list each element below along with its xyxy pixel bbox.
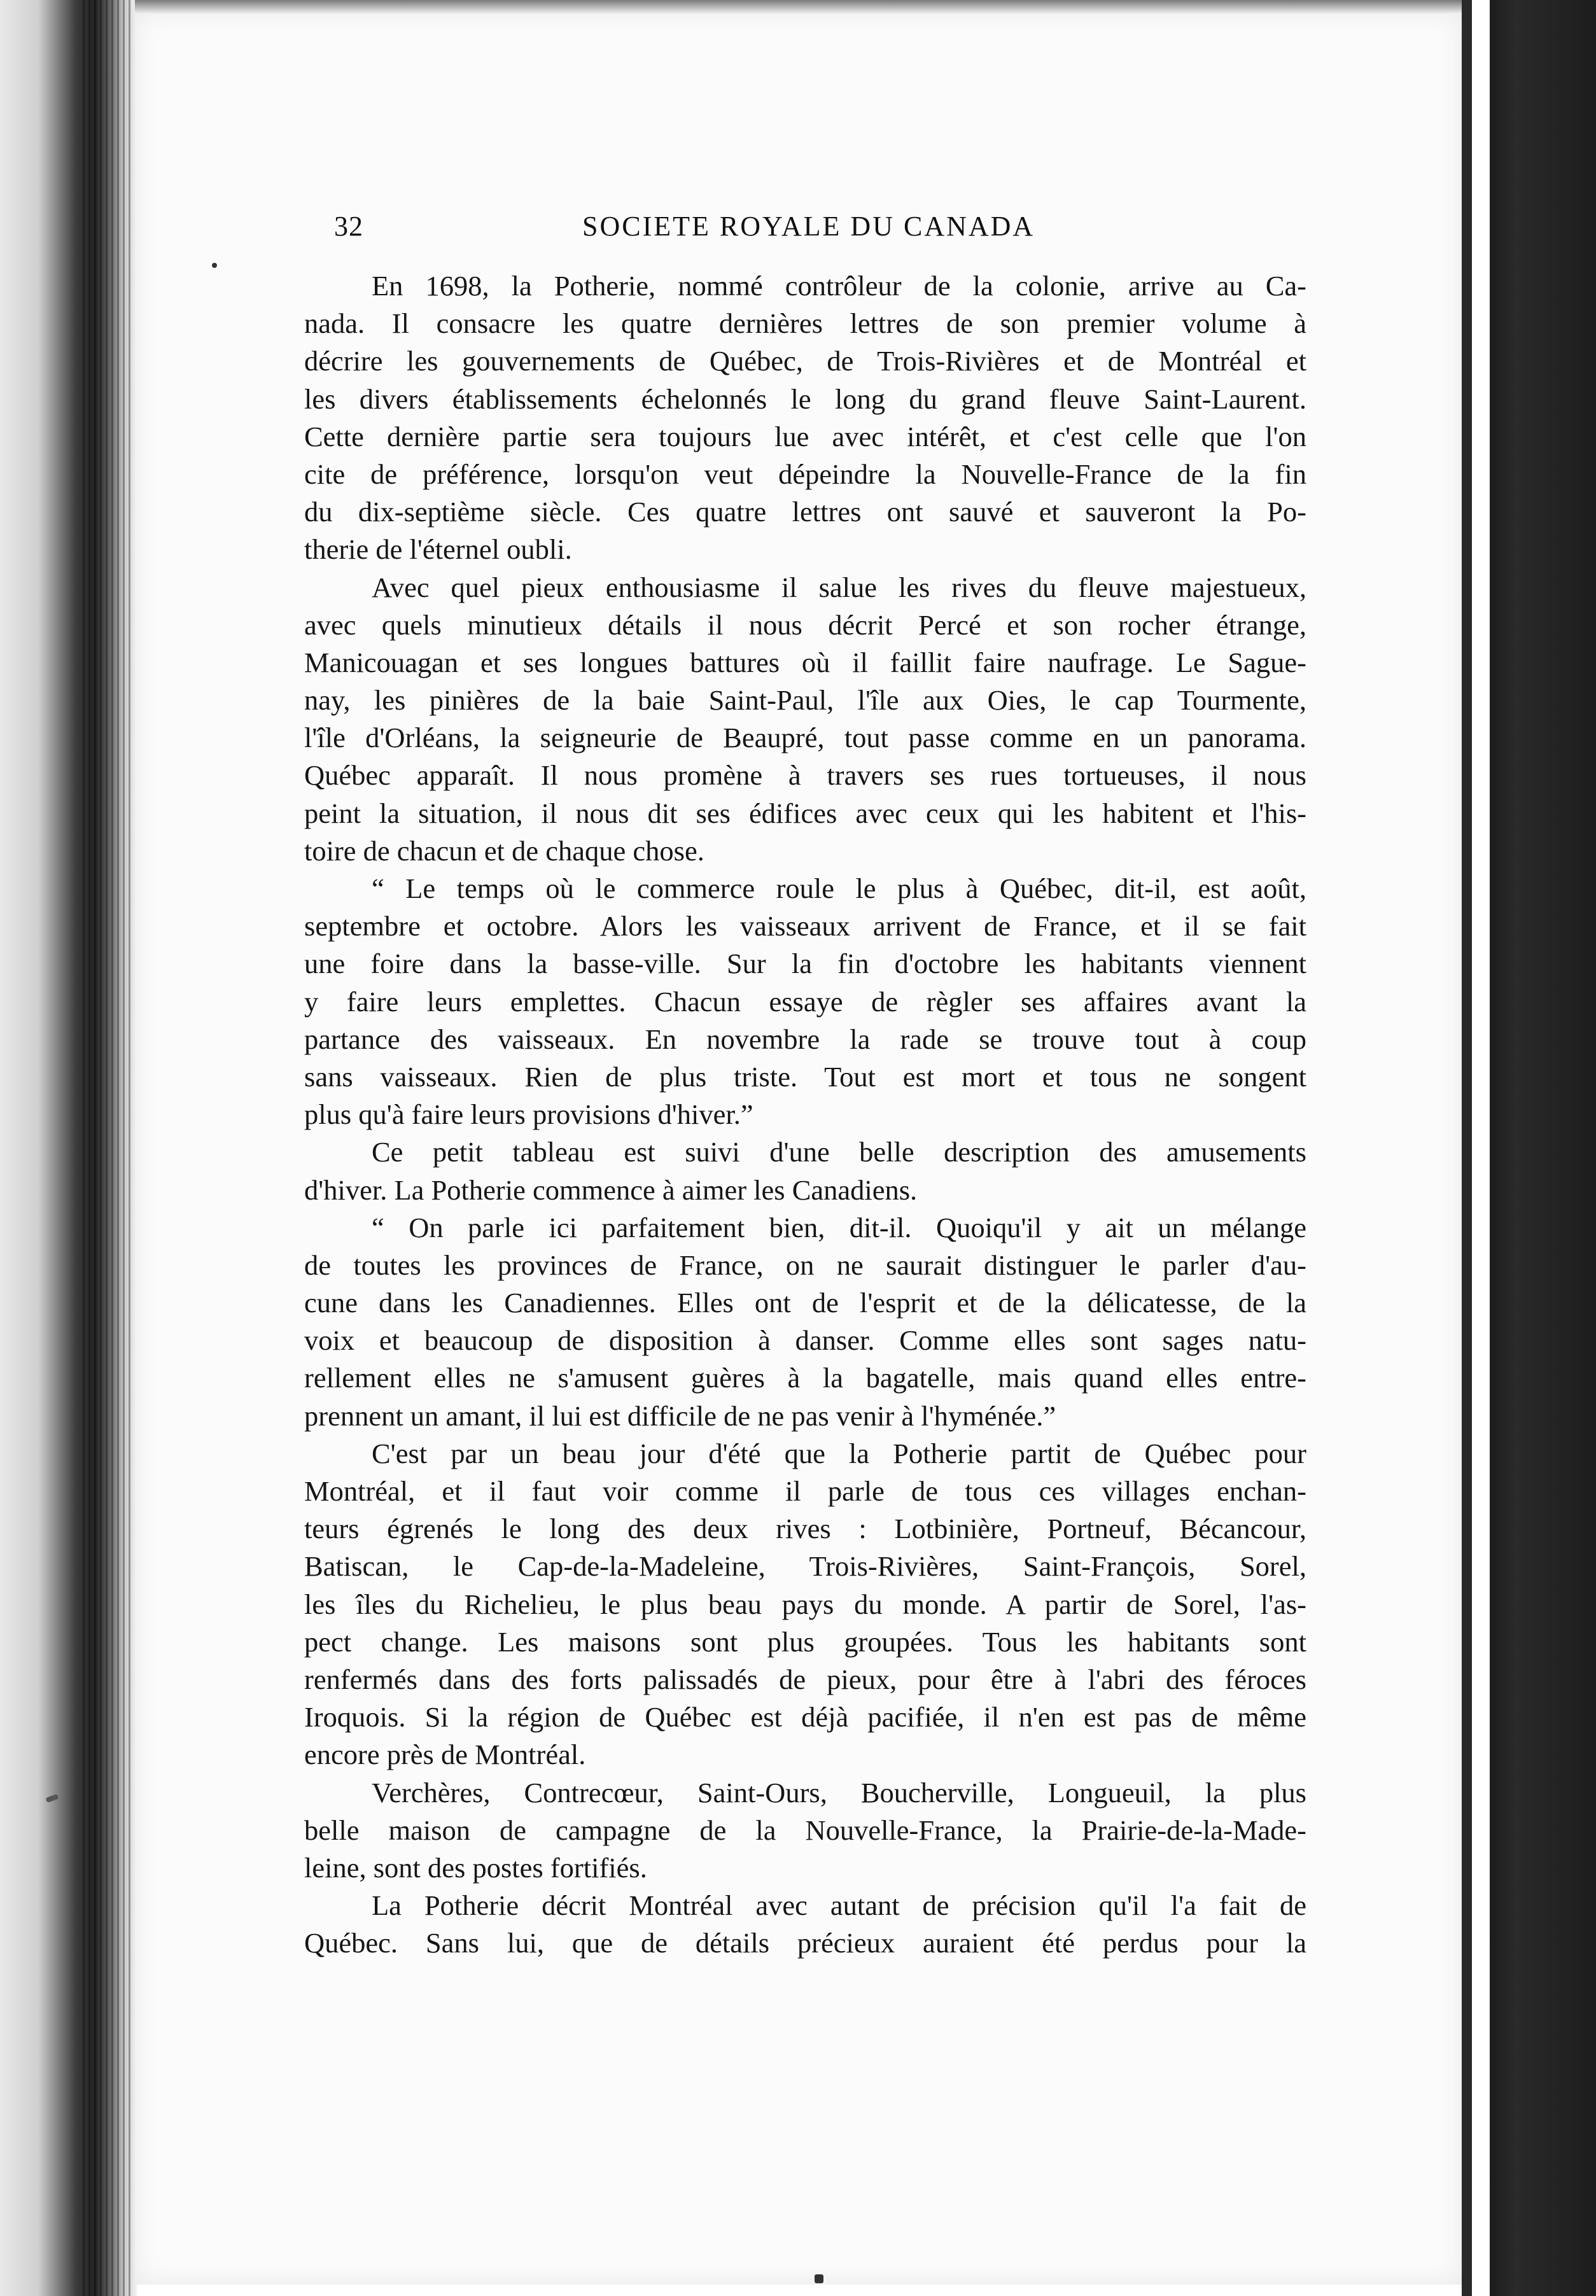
text-line: une foire dans la basse-ville. Sur la fin d'octobre les habitants viennent: [304, 948, 1306, 980]
text-line: voix et beaucoup de disposition à danser. Comme elles sont sages natu-: [304, 1324, 1306, 1357]
margin-speck: [212, 263, 217, 268]
text-line: les îles du Richelieu, le plus beau pays du monde. A partir de Sorel, l'as-: [304, 1588, 1306, 1620]
text-line: rellement elles ne s'amusent guères à la bagatelle, mais quand elles entre-: [304, 1362, 1306, 1394]
text-line: “ Le temps où le commerce roule le plus à Québec, dit-il, est août,: [372, 872, 1306, 904]
text-line: sans vaisseaux. Rien de plus triste. Tout est mort et tous ne songent: [304, 1060, 1306, 1093]
text-line: encore près de Montréal.: [304, 1739, 586, 1771]
text-line: l'île d'Orléans, la seigneurie de Beaupré, tout passe comme en un panorama.: [304, 722, 1306, 754]
text-line: Montréal, et il faut voir comme il parle de tous ces villages enchan-: [304, 1475, 1306, 1507]
text-line: “ On parle ici parfaitement bien, dit-il. Quoiqu'il y ait un mélange: [372, 1211, 1306, 1243]
text-line: nada. Il consacre les quatre dernières lettres de son premier volume à: [304, 307, 1306, 340]
running-title: SOCIETE ROYALE DU CANADA: [582, 211, 1035, 242]
text-line: Iroquois. Si la région de Québec est déjà pacifiée, il n'en est pas de même: [304, 1701, 1306, 1733]
text-line: renfermés dans des forts palissadés de pieux, pour être à l'abri des féroces: [304, 1663, 1306, 1695]
text-line: du dix-septième siècle. Ces quatre lettres ont sauvé et sauveront la Po-: [304, 496, 1306, 528]
text-line: teurs égrenés le long des deux rives : Lotbinière, Portneuf, Bécancour,: [304, 1513, 1306, 1545]
text-line: Batiscan, le Cap-de-la-Madeleine, Trois-Rivières, Saint-François, Sorel,: [304, 1550, 1306, 1583]
text-line: cite de préférence, lorsqu'on veut dépeindre la Nouvelle-France de la fin: [304, 458, 1306, 490]
text-line: les divers établissements échelonnés le long du grand fleuve Saint-Laurent.: [304, 382, 1306, 415]
text-line: nay, les pinières de la baie Saint-Paul, l'île aux Oies, le cap Tourmente,: [304, 684, 1306, 717]
text-line: Ce petit tableau est suivi d'une belle description des amusements: [372, 1136, 1306, 1168]
running-header: [334, 210, 1289, 248]
text-line: Québec apparaît. Il nous promène à travers ses rues tortueuses, il nous: [304, 759, 1306, 792]
text-line: Cette dernière partie sera toujours lue avec intérêt, et c'est celle que l'on: [304, 420, 1306, 452]
text-line: Québec. Sans lui, que de détails précieux auraient été perdus pour la: [304, 1927, 1306, 1959]
text-line: y faire leurs emplettes. Chacun essaye de règler ses affaires avant la: [304, 985, 1306, 1018]
text-line: de toutes les provinces de France, on ne saurait distinguer le parler d'au-: [304, 1249, 1306, 1281]
text-line: La Potherie décrit Montréal avec autant de précision qu'il l'a fait de: [372, 1889, 1306, 1922]
text-line: partance des vaisseaux. En novembre la rade se trouve tout à coup: [304, 1023, 1306, 1055]
text-line: En 1698, la Potherie, nommé contrôleur de la colonie, arrive au Ca-: [372, 270, 1306, 302]
text-line: therie de l'éternel oubli.: [304, 533, 572, 566]
page-top-edge: [135, 0, 1462, 14]
page-number: 32: [334, 211, 363, 242]
text-line: Verchères, Contrecœur, Saint-Ours, Boucherville, Longueuil, la plus: [372, 1776, 1306, 1809]
text-line: Manicouagan et ses longues battures où il faillit faire naufrage. Le Sague-: [304, 646, 1306, 678]
text-line: pect change. Les maisons sont plus groupées. Tous les habitants sont: [304, 1625, 1306, 1658]
text-line: belle maison de campagne de la Nouvelle-France, la Prairie-de-la-Made-: [304, 1814, 1306, 1846]
text-line: prennent un amant, il lui est difficile de ne pas venir à l'hyménée.”: [304, 1399, 1056, 1432]
text-line: leine, sont des postes fortifiés.: [304, 1851, 647, 1884]
text-line: toire de chacun et de chaque chose.: [304, 834, 704, 867]
gutter-shadow: [83, 0, 134, 2296]
text-line: Avec quel pieux enthousiasme il salue les rives du fleuve majestueux,: [372, 571, 1306, 603]
text-line: plus qu'à faire leurs provisions d'hiver.”: [304, 1098, 753, 1131]
bottom-speck: [815, 2274, 823, 2283]
text-line: C'est par un beau jour d'été que la Potherie partit de Québec pour: [372, 1437, 1306, 1469]
body-text: [304, 267, 1306, 1962]
scan-background: [1490, 0, 1596, 2296]
text-line: peint la situation, il nous dit ses édifices avec ceux qui les habitent et l'his-: [304, 797, 1306, 829]
text-line: septembre et octobre. Alors les vaisseaux arrivent de France, et il se fait: [304, 910, 1306, 942]
text-line: d'hiver. La Potherie commence à aimer les Canadiens.: [304, 1173, 918, 1206]
text-line: cune dans les Canadiennes. Elles ont de l'esprit et de la délicatesse, de la: [304, 1287, 1306, 1319]
text-line: décrire les gouvernements de Québec, de Trois-Rivières et de Montréal et: [304, 345, 1306, 377]
next-page-sliver: [1472, 0, 1490, 2296]
text-line: avec quels minutieux détails il nous décrit Percé et son rocher étrange,: [304, 608, 1306, 641]
page-right-edge: [1462, 0, 1472, 2296]
